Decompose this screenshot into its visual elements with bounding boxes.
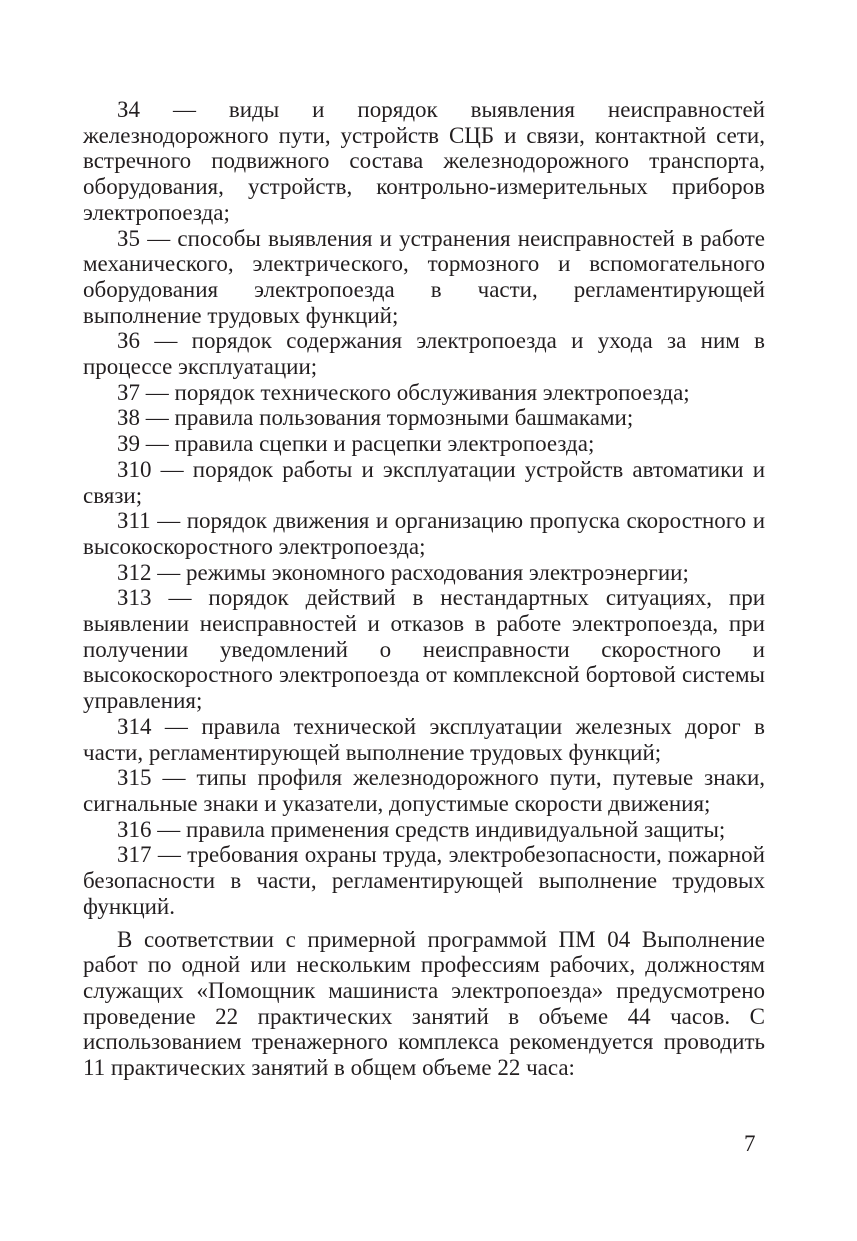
page-body	[83, 97, 765, 1081]
knowledge-item-z4: З4 — виды и порядок выявления неисправностей железнодорожного пути, устройств СЦБ и связи, контактной сети, встречного подвижного состава железнодорожного транспорта, оборудования, устройств, контрольно-измерительных приборов электропоезда;	[83, 97, 765, 225]
knowledge-item-z8: З8 — правила пользования тормозными башмаками;	[117, 405, 634, 431]
knowledge-item-z10: З10 — порядок работы и эксплуатации устройств автоматики и связи;	[83, 456, 765, 508]
knowledge-item-z6: З6 — порядок содержания электропоезда и ухода за ним в процессе эксплуатации;	[83, 328, 765, 380]
knowledge-item-z15: З15 — типы профиля железнодорожного пути, путевые знаки, сигнальные знаки и указатели, допустимые скорости движения;	[83, 765, 765, 816]
page-number: 7	[744, 1131, 756, 1156]
program-paragraph: В соответствии с примерной программой ПМ 04 Выполнение работ по одной или нескольким профессиям рабочих, должностям служащих «Помощник машиниста электропоезда» предусмотрено проведение 22 практических занятий в объеме 44 часов. С использованием тренажерного комплекса рекомендуется проводить 11 практических занятий в общем объеме 22 часа:	[83, 926, 765, 1081]
knowledge-item-z13: З13 — порядок действий в нестандартных ситуациях, при выявлении неисправностей и отказов в работе электропоезда, при получении уведомлений о неисправности скоростного и высокоскоростного электропоезда от комплексной бортовой системы управления;	[83, 585, 765, 714]
knowledge-item-z16: З16 — правила применения средств индивидуальной защиты;	[117, 816, 726, 842]
knowledge-item-z12: З12 — режимы экономного расходования электроэнергии;	[117, 559, 689, 585]
knowledge-item-z5: З5 — способы выявления и устранения неисправностей в работе механического, электрического, тормозного и вспомогательного оборудования электропоезда в части, регламентирующей выполнение трудовых функций;	[83, 225, 765, 328]
knowledge-item-z9: З9 — правила сцепки и расцепки электропоезда;	[117, 431, 595, 457]
knowledge-item-z7: З7 — порядок технического обслуживания электропоезда;	[117, 379, 690, 405]
knowledge-item-z17: З17 — требования охраны труда, электробезопасности, пожарной безопасности в части, регламентирующей выполнение трудовых функций.	[83, 842, 765, 919]
knowledge-item-z11: З11 — порядок движения и организацию пропуска скоростного и высокоскоростного электропоезда;	[83, 508, 765, 559]
knowledge-item-z14: З14 — правила технической эксплуатации железных дорог в части, регламентирующей выполнение трудовых функций;	[83, 713, 765, 765]
